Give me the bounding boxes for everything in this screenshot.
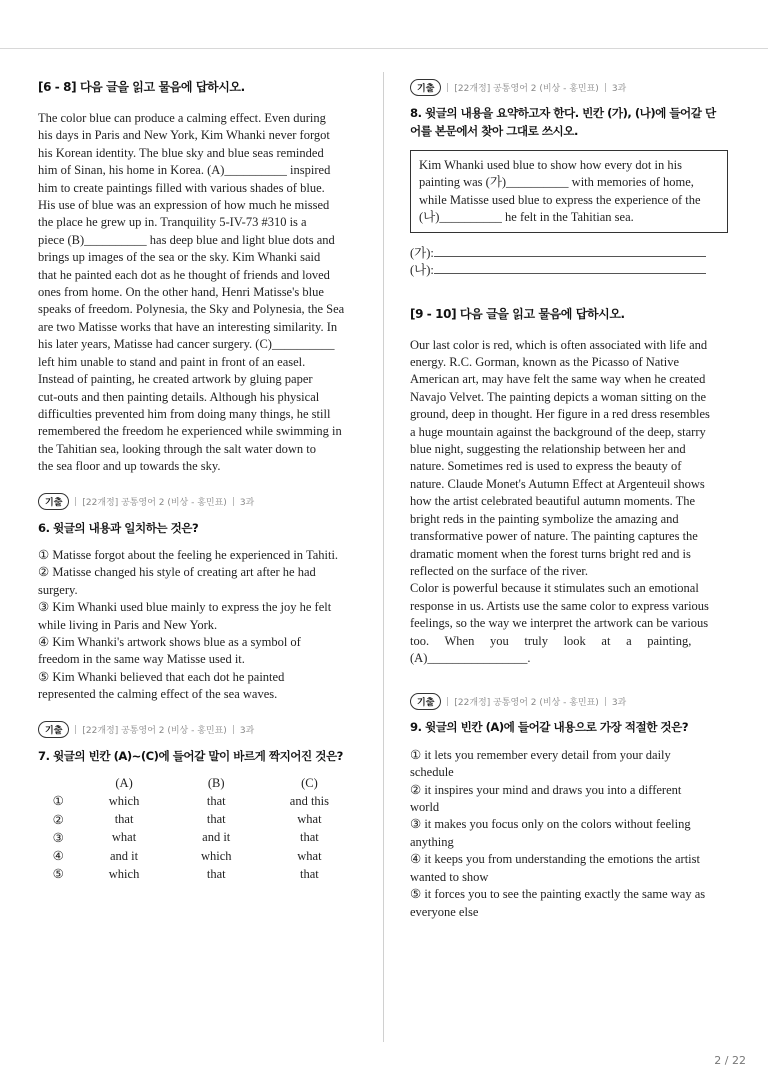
passage-line: Our last color is red, which is often associated with life and <box>410 337 708 352</box>
q6-option-line: ③ Kim Whanki used blue mainly to express the joy he felt <box>38 600 332 615</box>
q8-lesson: 3과 <box>611 83 627 94</box>
passage-line: feelings, so the way we interpret the artwork can be various <box>410 616 709 631</box>
passage-line: cut-outs and then painting details. Although his physical <box>38 389 320 404</box>
passage-line: piece (B)__________ has deep blue and light blue dots and <box>38 232 335 247</box>
q8-title-line: 어를 본문에서 찾아 그대로 쓰시오. <box>410 123 578 138</box>
passage-line: Navajo Velvet. The painting depicts a woman sitting on the <box>410 389 707 404</box>
q9-option-line: ③ it makes you focus only on the colors without feeling <box>410 817 691 832</box>
passage-line: (A)________________. <box>410 650 531 665</box>
q7-num: ② <box>52 812 64 827</box>
q7-row <box>38 847 356 865</box>
passage-line: dramatic moment when the forest turns bright red and is <box>410 546 691 561</box>
q9-option-line: ② it inspires your mind and draws you into a different <box>410 782 682 797</box>
page-number: 2 / 22 <box>714 1054 746 1067</box>
passage-line: ones from home. On the other hand, Henri Matisse's blue <box>38 285 324 300</box>
q7-row <box>38 865 356 883</box>
passage-line: reflected on the surface of the river. <box>410 563 589 578</box>
q7-a: that <box>114 812 134 827</box>
q8-source: [22개정] 공통영어 2 (비상 - 홍민표) <box>454 83 599 94</box>
q7-b: and it <box>202 830 231 845</box>
passage-line: remembered the freedom he experienced while swimming in <box>38 424 342 439</box>
passage-line: difficulties prevented him from doing many things, he still <box>38 406 331 421</box>
passage-line: his days in Paris and New York, Kim Whanki never forgot <box>38 128 330 143</box>
q6-tag: 기출 <box>38 493 69 510</box>
passage-line: the place he grew up in. Tranquility 5-IV-73 #310 is a <box>38 215 307 230</box>
q7-title: 7. 윗글의 빈칸 (A)~(C)에 들어갈 말이 바르게 짝지어진 것은? <box>38 748 343 763</box>
q7-a: which <box>108 866 140 881</box>
q9-lesson: 3과 <box>611 697 627 708</box>
q7-source: [22개정] 공통영어 2 (비상 - 홍민표) <box>82 726 227 737</box>
passage-line: that he painted each dot as he thought of friends and loved <box>38 267 330 282</box>
passage-line: his Korean identity. The blue sky and blue seas reminded <box>38 145 324 160</box>
passage-line: left him unable to stand and paint in front of an easel. <box>38 354 306 369</box>
q7-a: what <box>111 830 137 845</box>
q6-option-line: ① Matisse forgot about the feeling he experienced in Tahiti. <box>38 548 339 563</box>
q7-c: what <box>297 812 322 827</box>
passage-line: him of Sinan, his home in Korea. (A)__________ inspired <box>38 163 331 178</box>
q9-options <box>410 747 728 921</box>
passage-line: Color is powerful because it stimulates such an emotional <box>410 581 699 596</box>
q6-option-line: while living in Paris and New York. <box>38 617 218 632</box>
right-column <box>410 78 728 921</box>
q7-source-line <box>38 721 356 739</box>
q6-option-line: represented the calming effect of the sea waves. <box>38 687 278 702</box>
q7-answer-table <box>38 774 356 883</box>
passage-line: Instead of painting, he created artwork by gluing paper <box>38 372 313 387</box>
passage-line: him to create paintings filled with various shades of blue. <box>38 180 325 195</box>
q7-num: ⑤ <box>52 867 64 882</box>
q7-row <box>38 811 356 829</box>
header-rule <box>0 48 768 49</box>
q7-row <box>38 792 356 810</box>
passage-line: his later years, Matisse had cancer surgery. (C)__________ <box>38 337 335 352</box>
q6-lesson: 3과 <box>239 498 255 509</box>
passage-9-10 <box>410 337 728 668</box>
q9-option-line: world <box>410 800 440 815</box>
q7-b: which <box>200 848 232 863</box>
q9-title: 9. 윗글의 빈칸 (A)에 들어갈 내용으로 가장 적절한 것은? <box>410 720 689 735</box>
q9-tag: 기출 <box>410 693 441 710</box>
q6-options <box>38 547 356 704</box>
passage-line: are two Matisse works that have an interesting similarity. In <box>38 319 338 334</box>
q8-label-na: (나): <box>410 262 434 277</box>
q6-option-line: ④ Kim Whanki's artwork shows blue as a symbol of <box>38 635 301 650</box>
q7-header-c: (C) <box>301 775 318 790</box>
q8-tag: 기출 <box>410 79 441 96</box>
q7-header-row <box>38 774 356 792</box>
section-9-10-title: [9 - 10] 다음 글을 읽고 물음에 답하시오. <box>410 306 625 321</box>
passage-line: too. When you truly look at a painting, <box>410 633 692 648</box>
q9-source: [22개정] 공통영어 2 (비상 - 홍민표) <box>454 697 599 708</box>
passage-line: how the artist celebrated beautiful autumn moments. The <box>410 494 696 509</box>
q8-source-line <box>410 78 728 96</box>
q7-c: and this <box>289 793 330 808</box>
passage-line: energy. R.C. Gorman, known as the Picasso of Native <box>410 355 680 370</box>
q8-answer-na <box>410 262 728 279</box>
q6-option-line: ② Matisse changed his style of creating art after he had <box>38 565 316 580</box>
q9-option-line: wanted to show <box>410 869 489 884</box>
q7-c: what <box>297 848 322 863</box>
passage-line: The color blue can produce a calming effect. Even during <box>38 111 326 125</box>
q9-option-line: ④ it keeps you from understanding the emotions the artist <box>410 852 700 867</box>
passage-line: the sea floor and up towards the sky. <box>38 459 221 474</box>
q8-answer-ga <box>410 245 728 262</box>
q7-row <box>38 829 356 847</box>
q9-option-line: everyone else <box>410 904 479 919</box>
q8-answer-lines <box>410 245 728 279</box>
section-6-8-title: [6 - 8] 다음 글을 읽고 물음에 답하시오. <box>38 80 245 94</box>
passage-line: response in us. Artists use the same color to express various <box>410 598 709 613</box>
q8-title-line: 8. 윗글의 내용을 요약하고자 한다. 빈칸 (가), (나)에 들어갈 단 <box>410 106 716 120</box>
q8-box-line: (나)__________ he felt in the Tahitian sea. <box>419 210 634 225</box>
column-divider <box>383 72 384 1042</box>
q7-a: and it <box>110 848 139 863</box>
passage-line: transformative power of nature. The painting captures the <box>410 529 698 544</box>
q8-box-line: Kim Whanki used blue to show how every dot in his <box>419 158 682 172</box>
q8-blank-ga[interactable] <box>434 256 706 257</box>
q9-option-line: schedule <box>410 765 454 780</box>
q7-b: that <box>206 793 226 808</box>
q7-c: that <box>300 830 319 845</box>
q6-option-line: freedom in the same way Matisse used it. <box>38 652 245 667</box>
passage-line: nature. Claude Monet's Autumn Effect at Argenteuil shows <box>410 476 705 491</box>
q6-source: [22개정] 공통영어 2 (비상 - 홍민표) <box>82 498 227 509</box>
q7-header-a: (A) <box>115 775 133 790</box>
q8-label-ga: (가): <box>410 245 434 260</box>
q7-b: that <box>206 866 226 881</box>
q7-num: ① <box>52 794 64 809</box>
q7-num: ④ <box>52 849 64 864</box>
passage-line: blue night, suggesting the relationship between her and <box>410 442 686 457</box>
q6-option-line: surgery. <box>38 582 78 597</box>
passage-line: bright reds in the painting symbolize the amazing and <box>410 511 679 526</box>
q7-header-b: (B) <box>207 775 225 790</box>
passage-line: brings up images of the sea or the sky. Kim Whanki said <box>38 250 321 265</box>
q7-a: which <box>108 793 140 808</box>
q7-b: that <box>206 812 226 827</box>
q7-c: that <box>300 866 319 881</box>
q6-title: 6. 윗글의 내용과 일치하는 것은? <box>38 520 199 535</box>
q8-box-line: painting was (가)__________ with memories of home, <box>419 175 694 190</box>
q8-blank-na[interactable] <box>434 273 706 274</box>
q7-lesson: 3과 <box>239 726 255 737</box>
q9-source-line <box>410 692 728 710</box>
q7-num: ③ <box>52 830 64 845</box>
q6-source-line <box>38 493 356 511</box>
q7-tag: 기출 <box>38 721 69 738</box>
passage-line: His use of blue was an expression of how much he missed <box>38 198 330 213</box>
q6-option-line: ⑤ Kim Whanki believed that each dot he painted <box>38 669 285 684</box>
passage-line: American art, may have felt the same way when he created <box>410 372 706 387</box>
passage-line: the Tahitian sea, looking through the salt water down to <box>38 441 317 456</box>
q8-box-line: while Matisse used blue to express the experience of the <box>419 192 701 207</box>
left-column <box>38 78 356 883</box>
passage-line: ground, deep in thought. Her figure in a red dress resembles <box>410 407 710 422</box>
passage-line: a huge mountain against the background of the deep, starry <box>410 424 706 439</box>
passage-line: speaks of freedom. Polynesia, the Sky and Polynesia, the Sea <box>38 302 345 317</box>
q9-option-line: ① it lets you remember every detail from your daily <box>410 747 671 762</box>
q8-summary-box <box>410 150 728 233</box>
passage-line: nature. Sometimes red is used to express the beauty of <box>410 459 682 474</box>
passage-6-8 <box>38 110 356 476</box>
q8-title <box>410 105 728 140</box>
q9-option-line: ⑤ it forces you to see the painting exactly the same way as <box>410 887 706 902</box>
q9-option-line: anything <box>410 834 454 849</box>
